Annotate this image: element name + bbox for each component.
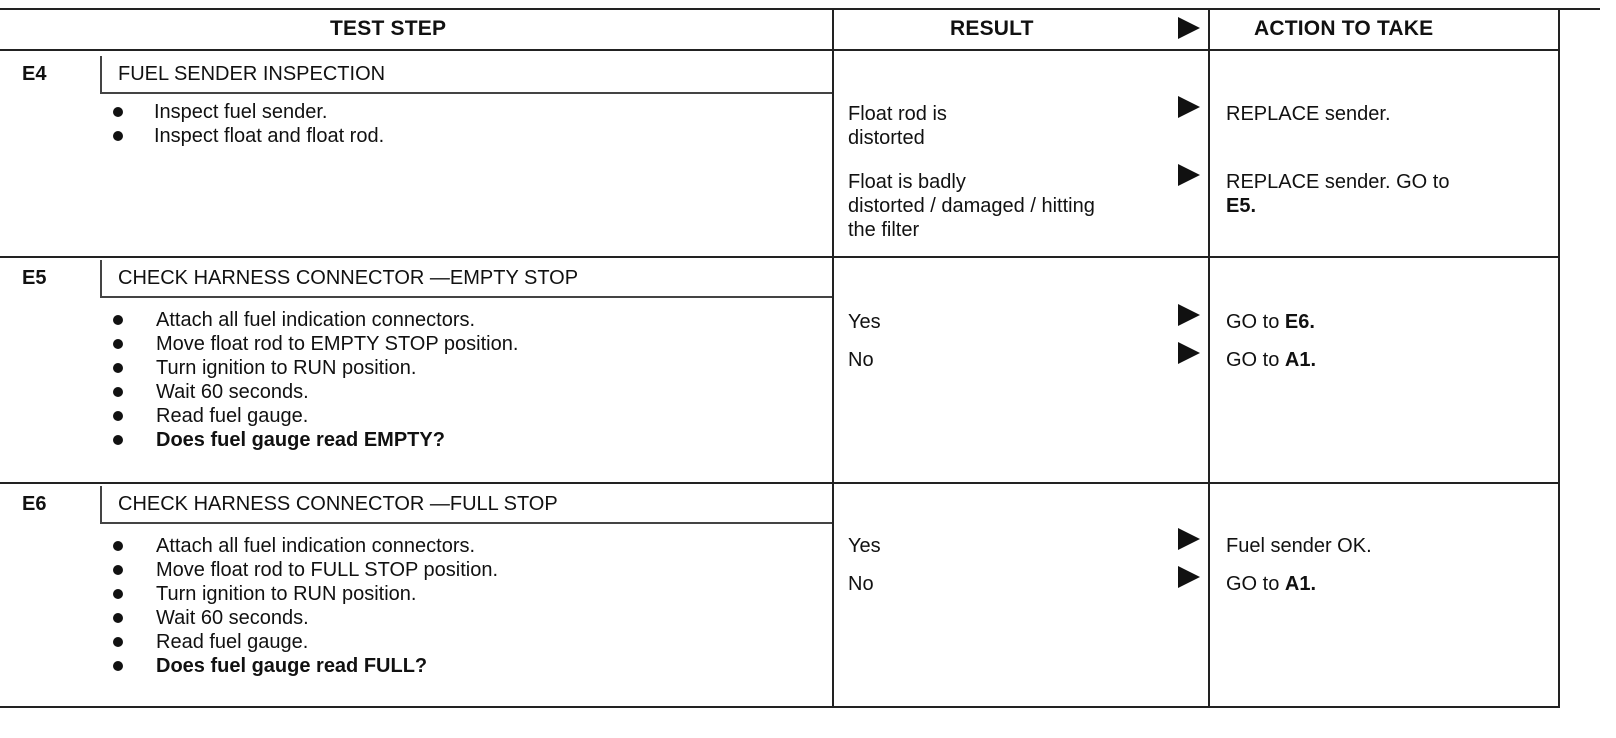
table-top-rule — [0, 8, 1600, 10]
header-action: ACTION TO TAKE — [1254, 17, 1434, 40]
result-no: No — [848, 349, 874, 371]
result-yes: Yes — [848, 311, 881, 333]
action-prefix: GO to — [1226, 349, 1285, 371]
action-step-ref: A1. — [1284, 349, 1317, 371]
result-no: No — [848, 573, 874, 595]
step-title: CHECK HARNESS CONNECTOR —FULL STOP — [118, 493, 558, 515]
step-question: Does fuel gauge read EMPTY? — [156, 429, 445, 451]
bullet-icon — [113, 107, 123, 117]
step-bullet-text: Read fuel gauge. — [156, 631, 309, 653]
result-text: the filter — [848, 219, 920, 241]
table-right-rule — [1558, 8, 1560, 708]
bullet-icon — [113, 315, 123, 325]
e6-title-underline — [100, 522, 834, 524]
bullet-icon — [113, 565, 123, 575]
action-prefix: GO to — [1226, 573, 1285, 595]
action-text — [1226, 348, 1316, 372]
step-bullet-text: Attach all fuel indication connectors. — [156, 309, 476, 331]
step-title: CHECK HARNESS CONNECTOR —EMPTY STOP — [118, 267, 579, 289]
result-text: Float is badly — [848, 171, 966, 193]
action-prefix: GO to — [1226, 311, 1285, 333]
step-question: Does fuel gauge read FULL? — [156, 655, 428, 677]
action-text — [1226, 310, 1315, 334]
step-bullet-text: Wait 60 seconds. — [156, 381, 309, 403]
step-title: FUEL SENDER INSPECTION — [118, 63, 386, 85]
step-bullet-text: Wait 60 seconds. — [156, 607, 309, 629]
bullet-icon — [113, 661, 123, 671]
step-bullet-text: Attach all fuel indication connectors. — [156, 535, 476, 557]
action-column-divider — [1208, 8, 1210, 708]
action-step-ref: E5. — [1226, 195, 1257, 217]
step-bullet-text: Read fuel gauge. — [156, 405, 309, 427]
bullet-icon — [113, 541, 123, 551]
bullet-icon — [113, 589, 123, 599]
bullet-icon — [113, 411, 123, 421]
result-arrow-icon — [1178, 342, 1200, 364]
bullet-icon — [113, 637, 123, 647]
step-id: E4 — [22, 63, 47, 85]
e5-id-divider — [100, 260, 102, 296]
action-text — [1226, 572, 1316, 596]
e5-title-underline — [100, 296, 834, 298]
action-text: REPLACE sender. — [1226, 103, 1391, 125]
step-bullet-text: Turn ignition to RUN position. — [156, 357, 417, 379]
result-text: distorted / damaged / hitting — [848, 195, 1095, 217]
step-bullet-text: Move float rod to EMPTY STOP position. — [156, 333, 519, 355]
header-test-step: TEST STEP — [330, 17, 447, 40]
step-id: E5 — [22, 267, 47, 289]
result-arrow-icon — [1178, 96, 1200, 118]
result-arrow-icon — [1178, 566, 1200, 588]
step-bullet-text: Inspect float and float rod. — [154, 125, 385, 147]
result-text: Float rod is — [848, 103, 947, 125]
bullet-icon — [113, 387, 123, 397]
result-arrow-icon — [1178, 304, 1200, 326]
step-bullet-text: Inspect fuel sender. — [154, 101, 328, 123]
step-bullet-text: Turn ignition to RUN position. — [156, 583, 417, 605]
action-text: REPLACE sender. GO to — [1226, 171, 1450, 193]
header-bottom-rule — [0, 49, 1560, 51]
result-column-divider — [832, 8, 834, 708]
bullet-icon — [113, 363, 123, 373]
result-arrow-icon — [1178, 164, 1200, 186]
bullet-icon — [113, 435, 123, 445]
header-arrow-icon — [1178, 17, 1200, 39]
e6-id-divider — [100, 486, 102, 522]
action-text: Fuel sender OK. — [1226, 535, 1372, 557]
table-bottom-rule — [0, 706, 1560, 708]
result-arrow-icon — [1178, 528, 1200, 550]
action-step-ref: A1. — [1284, 573, 1317, 595]
result-text: distorted — [848, 127, 925, 149]
bullet-icon — [113, 613, 123, 623]
step-bullet-text: Move float rod to FULL STOP position. — [156, 559, 499, 581]
e4-title-underline — [100, 92, 834, 94]
step-id: E6 — [22, 493, 47, 515]
header-result: RESULT — [950, 17, 1034, 40]
bullet-icon — [113, 131, 123, 141]
e5-top-rule — [0, 256, 1560, 258]
e4-id-divider — [100, 56, 102, 92]
bullet-icon — [113, 339, 123, 349]
action-step-ref: E6. — [1284, 311, 1315, 333]
result-yes: Yes — [848, 535, 881, 557]
e6-top-rule — [0, 482, 1560, 484]
